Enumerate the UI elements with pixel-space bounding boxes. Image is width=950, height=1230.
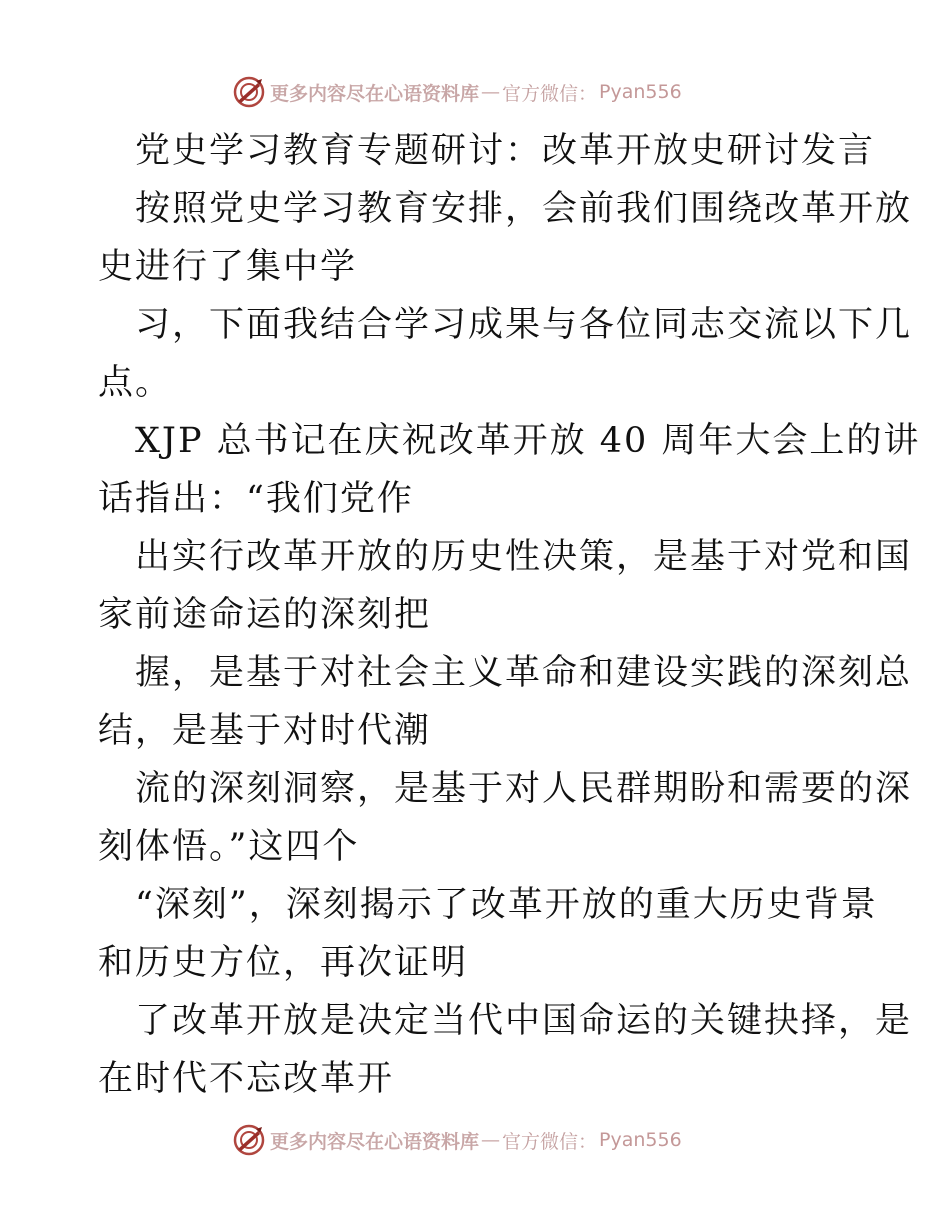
text-line: 习，下面我结合学习成果与各位同志交流以下几	[135, 305, 913, 345]
text-line: 握，是基于对社会主义革命和建设实践的深刻总	[135, 653, 913, 693]
text-line: “深刻”，深刻揭示了改革开放的重大历史背景	[135, 885, 878, 925]
footer-banner-wechat-id: Pyan556	[599, 1129, 682, 1151]
footer-banner-wechat-label: 官方微信：	[502, 1130, 598, 1153]
text-line: 了改革开放是决定当代中国命运的关键抉择，是	[135, 1001, 913, 1041]
text-line: 家前途命运的深刻把	[98, 595, 432, 635]
text-line: 在时代不忘改革开	[98, 1059, 395, 1099]
text-line: 流的深刻洞察，是基于对人民群期盼和需要的深	[135, 769, 913, 809]
header-banner-content	[232, 72, 682, 112]
brand-logo-icon	[232, 1123, 266, 1157]
header-banner-dash: —	[481, 81, 501, 103]
text-line: 和历史方位，再次证明	[98, 943, 469, 983]
footer-banner-content	[232, 1120, 682, 1160]
footer-banner	[0, 1120, 950, 1160]
text-line: 按照党史学习教育安排，会前我们围绕改革开放	[135, 189, 913, 229]
text-line: 史进行了集中学	[98, 247, 358, 287]
header-banner	[0, 72, 950, 112]
footer-banner-text: 更多内容尽在心语资料库	[270, 1130, 480, 1153]
header-banner-text: 更多内容尽在心语资料库	[270, 82, 480, 105]
text-line: 点。	[98, 363, 173, 403]
footer-banner-dash: —	[481, 1129, 501, 1151]
header-banner-wechat-id: Pyan556	[599, 81, 682, 103]
text-line: 话指出：“我们党作	[98, 479, 414, 519]
text-line: 刻体悟。”这四个	[98, 827, 360, 867]
document-body	[98, 122, 921, 1108]
text-line: 出实行改革开放的历史性决策，是基于对党和国	[135, 537, 913, 577]
document-title: 党史学习教育专题研讨：改革开放史研讨发言	[135, 131, 876, 171]
header-banner-wechat-label: 官方微信：	[502, 82, 598, 105]
brand-logo-icon	[232, 75, 266, 109]
text-line: XJP 总书记在庆祝改革开放 40 周年大会上的讲	[135, 421, 921, 461]
text-line: 结，是基于对时代潮	[98, 711, 432, 751]
